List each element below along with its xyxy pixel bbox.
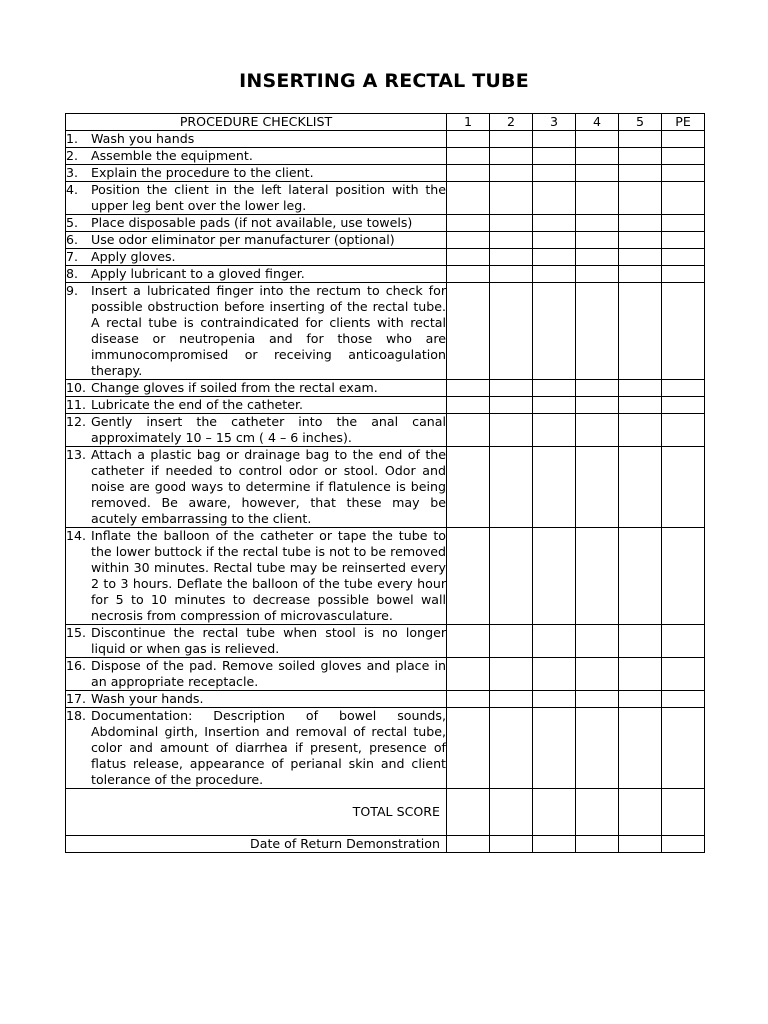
score-cell[interactable]	[490, 283, 533, 380]
checklist-row	[66, 182, 705, 215]
score-cell[interactable]	[533, 148, 576, 165]
procedure-step-cell	[66, 232, 447, 249]
step-text: Discontinue the rectal tube when stool is no longer liquid or when gas is relieved.	[91, 625, 446, 656]
page-title: INSERTING A RECTAL TUBE	[239, 70, 529, 92]
score-cell[interactable]	[533, 528, 576, 625]
score-cell[interactable]	[619, 148, 662, 165]
checklist-row	[66, 397, 705, 414]
checklist-row	[66, 215, 705, 232]
score-cell[interactable]	[576, 266, 619, 283]
score-cell[interactable]	[447, 266, 490, 283]
score-cell[interactable]	[619, 182, 662, 215]
date-cell[interactable]	[533, 836, 576, 853]
score-cell[interactable]	[576, 397, 619, 414]
total-score-label: TOTAL SCORE	[66, 789, 447, 836]
score-cell[interactable]	[533, 691, 576, 708]
score-cell[interactable]	[533, 447, 576, 528]
checklist-row	[66, 447, 705, 528]
checklist-row	[66, 414, 705, 447]
checklist-row	[66, 232, 705, 249]
header-col-pe: PE	[662, 114, 705, 131]
score-cell[interactable]	[490, 528, 533, 625]
total-score-row	[66, 789, 705, 836]
score-cell[interactable]	[490, 708, 533, 789]
score-cell[interactable]	[576, 165, 619, 182]
checklist-row	[66, 658, 705, 691]
procedure-step-cell	[66, 131, 447, 148]
score-cell[interactable]	[619, 232, 662, 249]
score-cell[interactable]	[662, 266, 705, 283]
score-cell[interactable]	[662, 789, 705, 836]
procedure-step-cell	[66, 283, 447, 380]
score-cell[interactable]	[662, 182, 705, 215]
score-cell[interactable]	[662, 283, 705, 380]
score-cell[interactable]	[533, 249, 576, 266]
procedure-step-cell	[66, 215, 447, 232]
score-cell[interactable]	[576, 232, 619, 249]
header-row	[66, 114, 705, 131]
step-text: Position the client in the left lateral position with the upper leg bent over the lower leg.	[91, 182, 446, 213]
score-cell[interactable]	[662, 528, 705, 625]
step-text: Assemble the equipment.	[91, 148, 253, 163]
checklist-row	[66, 380, 705, 397]
score-cell[interactable]	[619, 528, 662, 625]
score-cell[interactable]	[576, 414, 619, 447]
procedure-step-cell	[66, 249, 447, 266]
score-cell[interactable]	[619, 249, 662, 266]
header-col-1: 1	[447, 114, 490, 131]
score-cell[interactable]	[619, 625, 662, 658]
procedure-step-cell	[66, 414, 447, 447]
score-cell[interactable]	[662, 232, 705, 249]
procedure-step-cell	[66, 625, 447, 658]
checklist-row	[66, 283, 705, 380]
score-cell[interactable]	[619, 658, 662, 691]
checklist-row	[66, 131, 705, 148]
score-cell[interactable]	[447, 528, 490, 625]
date-cell[interactable]	[619, 836, 662, 853]
procedure-step	[66, 447, 446, 527]
score-cell[interactable]	[619, 266, 662, 283]
procedure-step	[66, 708, 446, 788]
procedure-step	[66, 658, 446, 690]
procedure-step-cell	[66, 691, 447, 708]
score-cell[interactable]	[662, 215, 705, 232]
procedure-step	[66, 528, 446, 624]
score-cell[interactable]	[447, 283, 490, 380]
header-col-4: 4	[576, 114, 619, 131]
score-cell[interactable]	[533, 215, 576, 232]
score-cell[interactable]	[533, 625, 576, 658]
score-cell[interactable]	[619, 283, 662, 380]
checklist-row	[66, 528, 705, 625]
procedure-checklist-table	[65, 113, 705, 853]
step-number: 17.	[66, 691, 87, 706]
checklist-row	[66, 625, 705, 658]
score-cell[interactable]	[533, 414, 576, 447]
procedure-step-cell	[66, 266, 447, 283]
step-number: 11.	[66, 397, 87, 412]
score-cell[interactable]	[576, 447, 619, 528]
procedure-step	[66, 414, 446, 446]
checklist-row	[66, 165, 705, 182]
score-cell[interactable]	[447, 148, 490, 165]
score-cell[interactable]	[490, 182, 533, 215]
step-text: Wash your hands.	[91, 691, 204, 706]
step-number: 16.	[66, 658, 87, 673]
checklist-row	[66, 249, 705, 266]
step-number: 18.	[66, 708, 87, 723]
step-number: 5.	[66, 215, 79, 230]
score-cell[interactable]	[490, 131, 533, 148]
date-cell[interactable]	[490, 836, 533, 853]
header-col-3: 3	[533, 114, 576, 131]
score-cell[interactable]	[576, 658, 619, 691]
score-cell[interactable]	[490, 691, 533, 708]
score-cell[interactable]	[662, 691, 705, 708]
score-cell[interactable]	[447, 131, 490, 148]
score-cell[interactable]	[662, 249, 705, 266]
score-cell[interactable]	[662, 625, 705, 658]
score-cell[interactable]	[576, 380, 619, 397]
score-cell[interactable]	[533, 165, 576, 182]
score-cell[interactable]	[490, 148, 533, 165]
step-text: Inflate the balloon of the catheter or tape the tube to the lower buttock if the rectal tube is not to be removed within 30 minutes. Rectal tube may be reinserted every 2 to 3 hours. Deflate the balloon of the tube every hour for 5 to 10 minutes to decrease possible bowel wall necrosis from compression of microvasculature.	[91, 528, 446, 623]
score-cell[interactable]	[619, 414, 662, 447]
score-cell[interactable]	[490, 397, 533, 414]
score-cell[interactable]	[533, 658, 576, 691]
score-cell[interactable]	[619, 397, 662, 414]
step-text: Apply lubricant to a gloved finger.	[91, 266, 305, 281]
score-cell[interactable]	[576, 215, 619, 232]
step-text: Attach a plastic bag or drainage bag to the end of the catheter if needed to control odor or stool. Odor and noise are good ways to determine if flatulence is being removed. Be aware, however, that these may be acutely embarrassing to the client.	[91, 447, 446, 526]
step-text: Apply gloves.	[91, 249, 176, 264]
score-cell[interactable]	[533, 380, 576, 397]
checklist-row	[66, 708, 705, 789]
step-number: 4.	[66, 182, 79, 197]
score-cell[interactable]	[662, 380, 705, 397]
score-cell[interactable]	[662, 397, 705, 414]
step-number: 13.	[66, 447, 87, 462]
step-text: Wash you hands	[91, 131, 195, 146]
score-cell[interactable]	[662, 658, 705, 691]
score-cell[interactable]	[619, 708, 662, 789]
procedure-step	[66, 131, 446, 147]
step-text: Dispose of the pad. Remove soiled gloves and place in an appropriate receptacle.	[91, 658, 446, 689]
score-cell[interactable]	[619, 789, 662, 836]
score-cell[interactable]	[576, 625, 619, 658]
step-text: Change gloves if soiled from the rectal exam.	[91, 380, 378, 395]
score-cell[interactable]	[576, 708, 619, 789]
step-number: 15.	[66, 625, 87, 640]
step-text: Use odor eliminator per manufacturer (optional)	[91, 232, 395, 247]
score-cell[interactable]	[533, 283, 576, 380]
procedure-step-cell	[66, 165, 447, 182]
date-of-return-demonstration-label: Date of Return Demonstration	[66, 836, 447, 853]
score-cell[interactable]	[447, 691, 490, 708]
step-number: 8.	[66, 266, 79, 281]
procedure-step	[66, 165, 446, 181]
score-cell[interactable]	[490, 447, 533, 528]
score-cell[interactable]	[447, 789, 490, 836]
step-text: Lubricate the end of the catheter.	[91, 397, 304, 412]
score-cell[interactable]	[576, 249, 619, 266]
date-cell[interactable]	[576, 836, 619, 853]
procedure-step	[66, 380, 446, 396]
score-cell[interactable]	[619, 691, 662, 708]
procedure-step-cell	[66, 380, 447, 397]
step-text: Explain the procedure to the client.	[91, 165, 314, 180]
step-number: 12.	[66, 414, 87, 429]
score-cell[interactable]	[490, 232, 533, 249]
score-cell[interactable]	[490, 165, 533, 182]
score-cell[interactable]	[662, 708, 705, 789]
procedure-step	[66, 148, 446, 164]
score-cell[interactable]	[619, 380, 662, 397]
procedure-step-cell	[66, 447, 447, 528]
step-number: 14.	[66, 528, 87, 543]
score-cell[interactable]	[662, 414, 705, 447]
procedure-step-cell	[66, 182, 447, 215]
score-cell[interactable]	[490, 215, 533, 232]
score-cell[interactable]	[576, 283, 619, 380]
procedure-step	[66, 182, 446, 214]
step-text: Place disposable pads (if not available, use towels)	[91, 215, 413, 230]
header-col-5: 5	[619, 114, 662, 131]
score-cell[interactable]	[490, 658, 533, 691]
score-cell[interactable]	[490, 266, 533, 283]
procedure-step-cell	[66, 708, 447, 789]
score-cell[interactable]	[576, 789, 619, 836]
step-number: 3.	[66, 165, 79, 180]
date-cell[interactable]	[662, 836, 705, 853]
step-text: Gently insert the catheter into the anal canal approximately 10 – 15 cm ( 4 – 6 inches).	[91, 414, 446, 445]
score-cell[interactable]	[619, 165, 662, 182]
step-number: 2.	[66, 148, 79, 163]
score-cell[interactable]	[447, 447, 490, 528]
step-number: 10.	[66, 380, 87, 395]
score-cell[interactable]	[619, 447, 662, 528]
score-cell[interactable]	[576, 131, 619, 148]
score-cell[interactable]	[533, 232, 576, 249]
score-cell[interactable]	[533, 266, 576, 283]
score-cell[interactable]	[533, 708, 576, 789]
score-cell[interactable]	[447, 414, 490, 447]
checklist-row	[66, 691, 705, 708]
date-of-return-demonstration-row	[66, 836, 705, 853]
step-number: 1.	[66, 131, 79, 146]
score-cell[interactable]	[490, 414, 533, 447]
score-cell[interactable]	[447, 232, 490, 249]
score-cell[interactable]	[447, 165, 490, 182]
score-cell[interactable]	[662, 447, 705, 528]
checklist-row	[66, 148, 705, 165]
score-cell[interactable]	[619, 131, 662, 148]
procedure-step-cell	[66, 397, 447, 414]
checklist-row	[66, 266, 705, 283]
procedure-step	[66, 232, 446, 248]
score-cell[interactable]	[576, 528, 619, 625]
score-cell[interactable]	[447, 249, 490, 266]
score-cell[interactable]	[533, 182, 576, 215]
procedure-step	[66, 691, 446, 707]
header-procedure-checklist: PROCEDURE CHECKLIST	[66, 114, 447, 131]
score-cell[interactable]	[447, 708, 490, 789]
score-cell[interactable]	[447, 380, 490, 397]
procedure-step	[66, 625, 446, 657]
procedure-step-cell	[66, 658, 447, 691]
score-cell[interactable]	[447, 397, 490, 414]
step-number: 7.	[66, 249, 79, 264]
procedure-step	[66, 397, 446, 413]
score-cell[interactable]	[576, 182, 619, 215]
score-cell[interactable]	[447, 658, 490, 691]
score-cell[interactable]	[447, 182, 490, 215]
procedure-step-cell	[66, 528, 447, 625]
score-cell[interactable]	[576, 691, 619, 708]
score-cell[interactable]	[447, 625, 490, 658]
score-cell[interactable]	[490, 380, 533, 397]
score-cell[interactable]	[447, 215, 490, 232]
score-cell[interactable]	[490, 789, 533, 836]
procedure-step-cell	[66, 148, 447, 165]
score-cell[interactable]	[533, 131, 576, 148]
step-text: Insert a lubricated finger into the rectum to check for possible obstruction before inserting of the rectal tube. A rectal tube is contraindicated for clients with rectal disease or neutropenia and for those who are immunocompromised or receiving anticoagulation therapy.	[91, 283, 446, 378]
procedure-step	[66, 215, 446, 231]
score-cell[interactable]	[490, 249, 533, 266]
score-cell[interactable]	[662, 165, 705, 182]
date-cell[interactable]	[447, 836, 490, 853]
score-cell[interactable]	[490, 625, 533, 658]
header-col-2: 2	[490, 114, 533, 131]
step-number: 9.	[66, 283, 79, 298]
score-cell[interactable]	[662, 131, 705, 148]
step-text: Documentation: Description of bowel sounds, Abdominal girth, Insertion and removal of rectal tube, color and amount of diarrhea if present, presence of flatus release, appearance of perianal skin and client tolerance of the procedure.	[91, 708, 446, 787]
score-cell[interactable]	[533, 789, 576, 836]
step-number: 6.	[66, 232, 79, 247]
procedure-step	[66, 249, 446, 265]
procedure-step	[66, 266, 446, 282]
score-cell[interactable]	[533, 397, 576, 414]
procedure-step	[66, 283, 446, 379]
score-cell[interactable]	[576, 148, 619, 165]
score-cell[interactable]	[662, 148, 705, 165]
score-cell[interactable]	[619, 215, 662, 232]
